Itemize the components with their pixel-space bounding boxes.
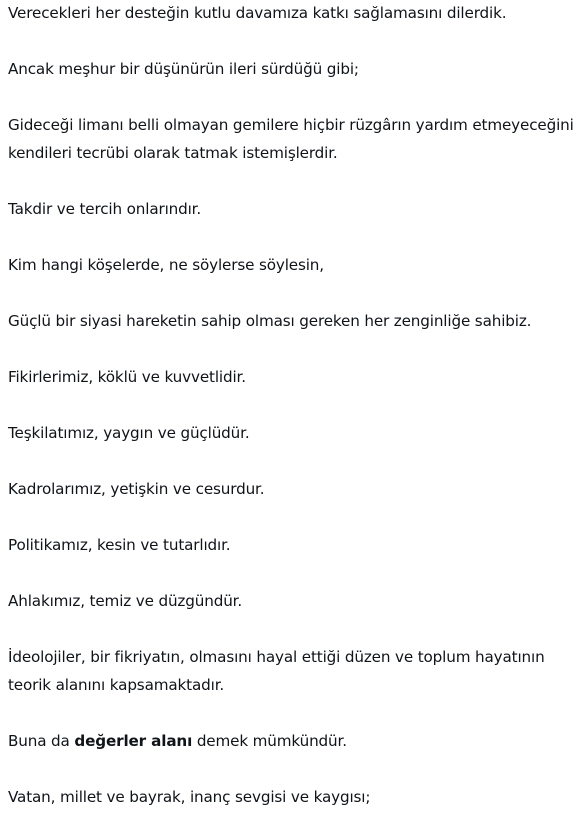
- paragraph-4: Takdir ve tercih onlarındır.: [8, 200, 202, 218]
- paragraph-2: Ancak meşhur bir düşünürün ileri sürdüğü gibi;: [8, 60, 359, 78]
- paragraph-12: İdeolojiler, bir fikriyatın, olmasını hayal ettiği düzen ve toplum hayatının teorik alanını kapsamaktadır.: [8, 648, 545, 694]
- paragraph-9: Kadrolarımız, yetişkin ve cesurdur.: [8, 480, 265, 498]
- paragraph-3: Gideceği limanı belli olmayan gemilere hiçbir rüzgârın yardım etmeyeceğini kendileri tecrübi olarak tatmak istemişlerdir.: [8, 116, 574, 162]
- paragraph-11: Ahlakımız, temiz ve düzgündür.: [8, 592, 243, 610]
- paragraph-7: Fikirlerimiz, köklü ve kuvvetlidir.: [8, 368, 246, 386]
- paragraph-10: Politikamız, kesin ve tutarlıdır.: [8, 536, 231, 554]
- paragraph-13: [8, 727, 579, 755]
- paragraph-8: Teşkilatımız, yaygın ve güçlüdür.: [8, 424, 250, 442]
- paragraph-6: Güçlü bir siyasi hareketin sahip olması gereken her zenginliğe sahibiz.: [8, 312, 532, 330]
- paragraph-13-after: demek mümkündür.: [192, 732, 347, 750]
- paragraph-13-bold: değerler alanı: [74, 732, 193, 750]
- paragraph-14: Vatan, millet ve bayrak, inanç sevgisi ve kaygısı;: [8, 788, 371, 806]
- paragraph-5: Kim hangi köşelerde, ne söylerse söylesin,: [8, 256, 324, 274]
- paragraph-13-before: Buna da: [8, 732, 75, 750]
- paragraph-1: Verecekleri her desteğin kutlu davamıza katkı sağlamasını dilerdik.: [8, 4, 507, 22]
